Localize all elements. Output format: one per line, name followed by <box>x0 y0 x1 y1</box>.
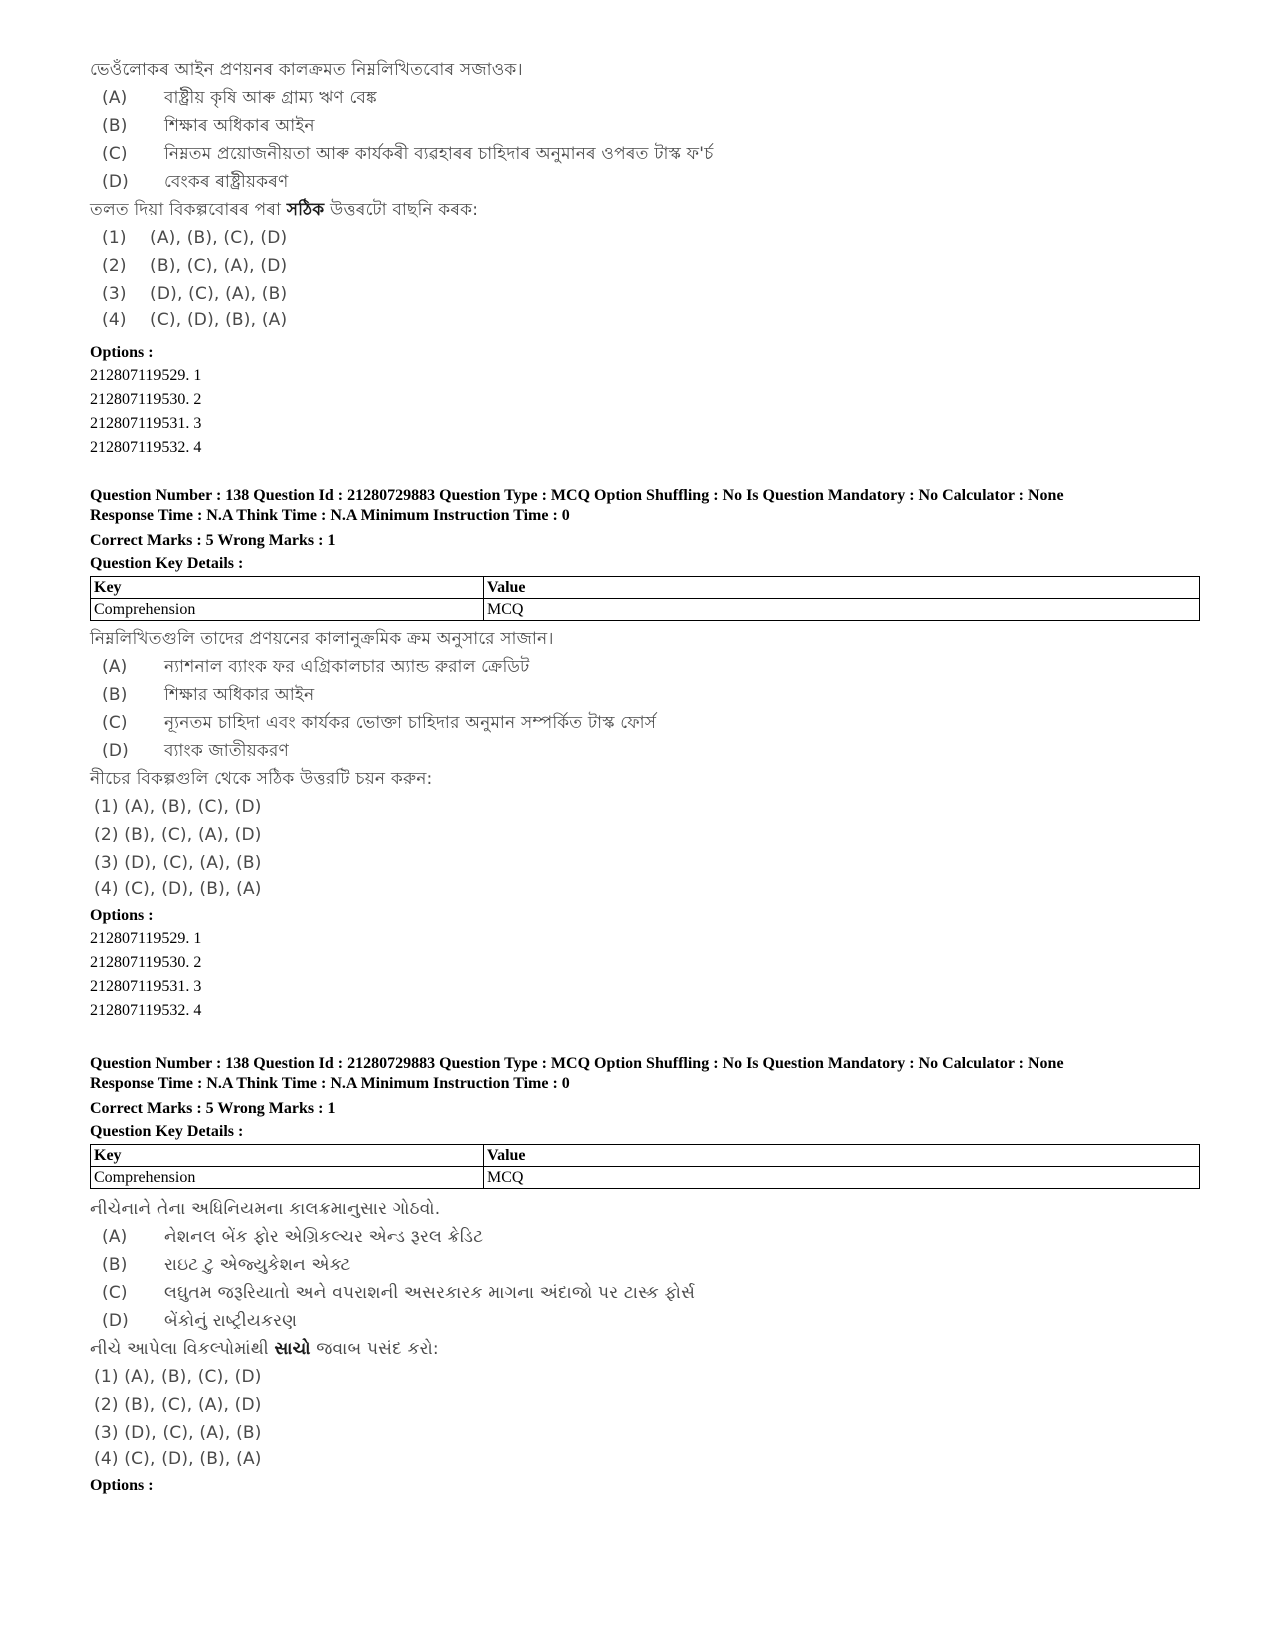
choice-3: (3) (D), (C), (A), (B) <box>102 284 288 304</box>
choice-4: (4) (C), (D), (B), (A) <box>94 879 262 899</box>
statement-c: (C) ন্যূনতম চাহিদা এবং কার্যকর ভোক্তা চাহিদার অনুমান সম্পর্কিত টাস্ক ফোর্স <box>102 713 657 733</box>
question-image-assamese <box>90 56 714 332</box>
question-prompt: নীচের বিকল্পগুলি থেকে সঠিক উত্তরটি চয়ন করুন: <box>90 769 433 789</box>
statement-d: (D) ব্যাংক জাতীয়করণ <box>102 741 290 761</box>
statement-a: (A) ন্যাশনাল ব্যাংক ফর এগ্রিকালচার অ্যান্ড রুরাল ক্রেডিট <box>102 657 530 677</box>
statement-a: (A) বাষ্ট্ৰীয় কৃষি আৰু গ্ৰাম্য ঋণ বেঙ্ক <box>102 88 377 108</box>
table-cell-key: Comprehension <box>91 599 484 621</box>
choice-1: (1) (A), (B), (C), (D) <box>94 1367 262 1387</box>
option-item: 212807119529. 1 <box>90 930 202 947</box>
option-item: 212807119530. 2 <box>90 391 202 408</box>
table-cell-key: Comprehension <box>91 1167 484 1189</box>
table-header-value: Value <box>484 1145 1200 1167</box>
question-title: ভেওঁলোকৰ আইন প্ৰণয়নৰ কালক্ৰমত নিম্নলিখিতবোৰ সজাওক। <box>90 60 523 80</box>
question-meta: Question Number : 138 Question Id : 21280729883 Question Type : MCQ Option Shuffling : No Is Question Mandatory : No Calculator : None <box>90 487 1064 504</box>
statement-c: (C) নিম্নতম প্ৰয়োজনীয়তা আৰু কাৰ্যকৰী ব্যৱহাৰৰ চাহিদাৰ অনুমানৰ ওপৰত টাস্ক ফ'ৰ্চ <box>102 144 714 164</box>
table-row <box>91 1167 1200 1189</box>
options-label: Options : <box>90 907 154 924</box>
question-marks: Correct Marks : 5 Wrong Marks : 1 <box>90 1100 336 1117</box>
question-title: নিম্নলিখিতগুলি তাদের প্রণয়নের কালানুক্রমিক ক্রম অনুসারে সাজান। <box>90 629 554 649</box>
question-timing: Response Time : N.A Think Time : N.A Minimum Instruction Time : 0 <box>90 507 570 524</box>
question-meta: Question Number : 138 Question Id : 21280729883 Question Type : MCQ Option Shuffling : No Is Question Mandatory : No Calculator : None <box>90 1055 1064 1072</box>
option-item: 212807119531. 3 <box>90 978 202 995</box>
option-item: 212807119532. 4 <box>90 439 202 456</box>
option-item: 212807119530. 2 <box>90 954 202 971</box>
question-timing: Response Time : N.A Think Time : N.A Minimum Instruction Time : 0 <box>90 1075 570 1092</box>
choice-2: (2) (B), (C), (A), (D) <box>102 256 288 276</box>
table-row <box>91 599 1200 621</box>
statement-c: (C) લઘુતમ જરૂરિયાતો અને વપરાશની અસરકારક માગના અંદાજો પર ટાસ્ક ફોર્સ <box>102 1283 696 1303</box>
table-cell-value: MCQ <box>484 1167 1200 1189</box>
question-prompt: નીચે આપેલા વિકલ્પોમાંથી સાચો જવાબ પસંદ કરો: <box>90 1339 439 1359</box>
options-label: Options : <box>90 1477 154 1494</box>
choice-4: (4) (C), (D), (B), (A) <box>102 310 288 330</box>
choice-2: (2) (B), (C), (A), (D) <box>94 825 262 845</box>
option-item: 212807119532. 4 <box>90 1002 202 1019</box>
question-key-details-label: Question Key Details : <box>90 555 244 572</box>
choice-1: (1) (A), (B), (C), (D) <box>102 228 288 248</box>
table-header-key: Key <box>91 577 484 599</box>
option-item: 212807119531. 3 <box>90 415 202 432</box>
statement-d: (D) বেংকৰ ৰাষ্ট্ৰীয়কৰণ <box>102 172 289 192</box>
question-title: નીચેનાને તેના અધિનિયમના કાલક્રમાનુસાર ગોઠવો. <box>90 1199 441 1219</box>
question-key-details-label: Question Key Details : <box>90 1123 244 1140</box>
question-block-1 <box>90 56 714 460</box>
choice-4: (4) (C), (D), (B), (A) <box>94 1449 262 1469</box>
choice-3: (3) (D), (C), (A), (B) <box>94 1423 262 1443</box>
statement-b: (B) રાઇટ ટુ એજ્યુકેશન એક્ટ <box>102 1255 351 1275</box>
options-label: Options : <box>90 344 154 361</box>
statement-a: (A) નેશનલ બેંક ફોર એગ્રિકલ્ચર એન્ડ રૂરલ ક્રેડિટ <box>102 1227 484 1247</box>
table-header-row <box>91 577 1200 599</box>
key-value-table <box>90 1144 1200 1189</box>
statement-b: (B) শিক্ষার অধিকার আইন <box>102 685 315 705</box>
question-block-2 <box>90 486 1200 1023</box>
question-marks: Correct Marks : 5 Wrong Marks : 1 <box>90 532 336 549</box>
option-item: 212807119529. 1 <box>90 367 202 384</box>
question-block-3 <box>90 1054 1200 1497</box>
choice-3: (3) (D), (C), (A), (B) <box>94 853 262 873</box>
question-image-bengali <box>90 625 1200 901</box>
statement-d: (D) બેંકોનું રાષ્ટ્રીયકરણ <box>102 1311 298 1331</box>
key-value-table <box>90 576 1200 621</box>
table-header-row <box>91 1145 1200 1167</box>
table-cell-value: MCQ <box>484 599 1200 621</box>
choice-2: (2) (B), (C), (A), (D) <box>94 1395 262 1415</box>
statement-b: (B) শিক্ষাৰ অধিকাৰ আইন <box>102 116 315 136</box>
question-prompt: তলত দিয়া বিকল্পবোৰৰ পৰা সঠিক উত্তৰটো বাছনি কৰক: <box>90 200 479 220</box>
table-header-value: Value <box>484 577 1200 599</box>
table-header-key: Key <box>91 1145 484 1167</box>
choice-1: (1) (A), (B), (C), (D) <box>94 797 262 817</box>
question-image-gujarati <box>90 1195 1200 1471</box>
